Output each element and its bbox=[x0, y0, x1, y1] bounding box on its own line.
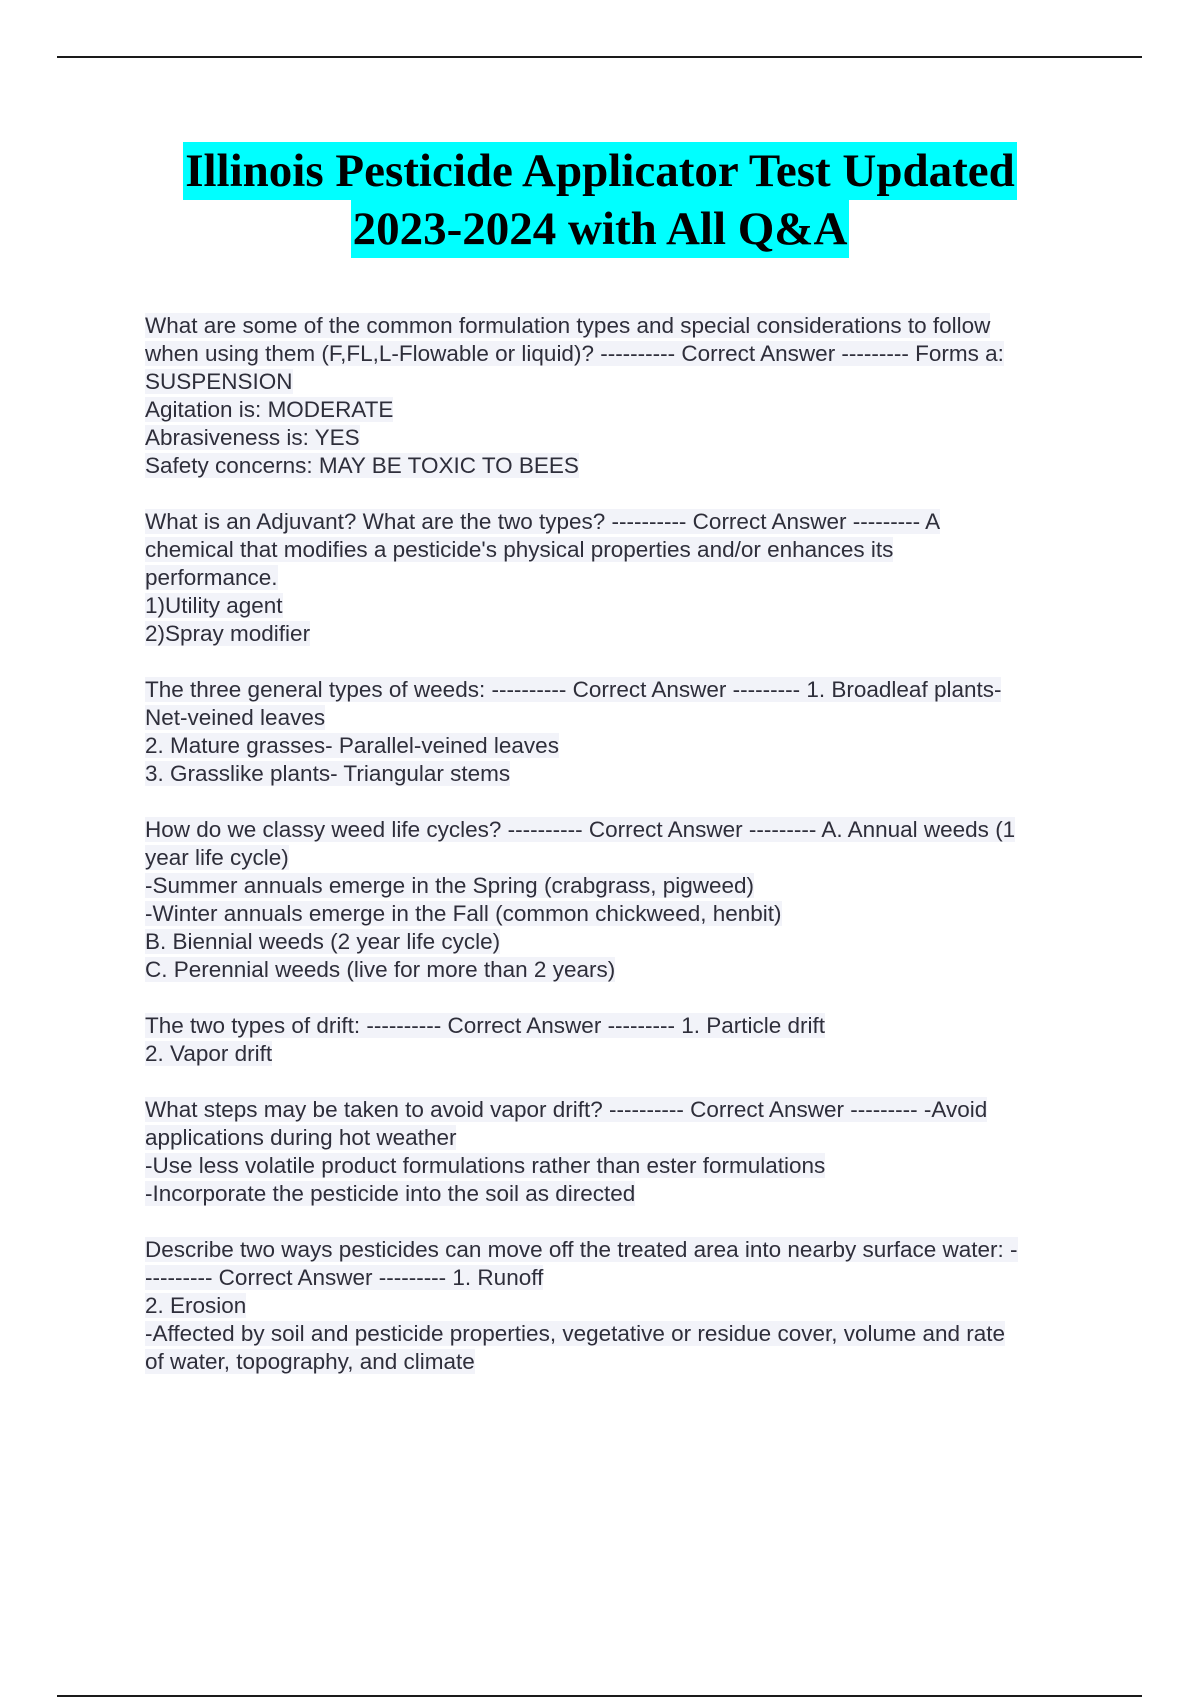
qa-list bbox=[145, 312, 1085, 1404]
qa-text: B. Biennial weeds (2 year life cycle) bbox=[145, 929, 501, 954]
qa-line bbox=[145, 872, 1085, 900]
qa-line bbox=[145, 368, 1085, 396]
qa-text: performance. bbox=[145, 565, 278, 590]
qa-line bbox=[145, 1264, 1085, 1292]
qa-text: 2. Vapor drift bbox=[145, 1041, 273, 1066]
qa-text: Agitation is: MODERATE bbox=[145, 397, 394, 422]
qa-text: 2. Mature grasses- Parallel-veined leaves bbox=[145, 733, 559, 758]
qa-line bbox=[145, 536, 1085, 564]
qa-line bbox=[145, 900, 1085, 928]
title-line-2: 2023-2024 with All Q&A bbox=[351, 200, 850, 258]
qa-text: -Use less volatile product formulations rather than ester formulations bbox=[145, 1153, 826, 1178]
qa-text: The two types of drift: ---------- Correct Answer --------- 1. Particle drift bbox=[145, 1013, 826, 1038]
qa-line bbox=[145, 816, 1085, 844]
qa-line bbox=[145, 704, 1085, 732]
qa-item-vapor-drift bbox=[145, 1096, 1085, 1208]
qa-line bbox=[145, 592, 1085, 620]
qa-text: applications during hot weather bbox=[145, 1125, 457, 1150]
qa-text: What are some of the common formulation types and special considerations to follow bbox=[145, 313, 991, 338]
qa-line bbox=[145, 676, 1085, 704]
qa-text: -Affected by soil and pesticide properties, vegetative or residue cover, volume and rate bbox=[145, 1321, 1006, 1346]
qa-text: 2. Erosion bbox=[145, 1293, 247, 1318]
qa-line bbox=[145, 1236, 1085, 1264]
qa-line bbox=[145, 396, 1085, 424]
qa-text: -Summer annuals emerge in the Spring (crabgrass, pigweed) bbox=[145, 873, 755, 898]
qa-item-adjuvant bbox=[145, 508, 1085, 648]
qa-line bbox=[145, 732, 1085, 760]
qa-line bbox=[145, 452, 1085, 480]
qa-text: 3. Grasslike plants- Triangular stems bbox=[145, 761, 511, 786]
qa-text: 1)Utility agent bbox=[145, 593, 283, 618]
qa-text: of water, topography, and climate bbox=[145, 1349, 475, 1374]
qa-text: What steps may be taken to avoid vapor drift? ---------- Correct Answer --------- -Avoid bbox=[145, 1097, 988, 1122]
qa-text: when using them (F,FL,L-Flowable or liquid)? ---------- Correct Answer --------- Forms a: bbox=[145, 341, 1004, 366]
qa-item-surface-water bbox=[145, 1236, 1085, 1376]
qa-text: --------- Correct Answer --------- 1. Runoff bbox=[145, 1265, 544, 1290]
qa-line bbox=[145, 620, 1085, 648]
qa-text: chemical that modifies a pesticide's physical properties and/or enhances its bbox=[145, 537, 894, 562]
qa-line bbox=[145, 340, 1085, 368]
qa-item-formulation-types bbox=[145, 312, 1085, 480]
qa-line bbox=[145, 928, 1085, 956]
qa-line bbox=[145, 1012, 1085, 1040]
qa-line bbox=[145, 1180, 1085, 1208]
qa-text: -Winter annuals emerge in the Fall (common chickweed, henbit) bbox=[145, 901, 782, 926]
qa-text: C. Perennial weeds (live for more than 2 years) bbox=[145, 957, 616, 982]
title-line-1: Illinois Pesticide Applicator Test Updated bbox=[183, 142, 1017, 200]
qa-text: 2)Spray modifier bbox=[145, 621, 311, 646]
qa-text: -Incorporate the pesticide into the soil as directed bbox=[145, 1181, 636, 1206]
qa-line bbox=[145, 508, 1085, 536]
qa-text: year life cycle) bbox=[145, 845, 289, 870]
qa-line bbox=[145, 1320, 1085, 1348]
qa-text: Safety concerns: MAY BE TOXIC TO BEES bbox=[145, 453, 579, 478]
qa-text: Describe two ways pesticides can move off the treated area into nearby surface water: - bbox=[145, 1237, 1018, 1262]
qa-text: The three general types of weeds: ---------- Correct Answer --------- 1. Broadleaf plants- bbox=[145, 677, 1002, 702]
qa-line bbox=[145, 424, 1085, 452]
qa-item-drift-types bbox=[145, 1012, 1085, 1068]
qa-text: Abrasiveness is: YES bbox=[145, 425, 360, 450]
qa-line bbox=[145, 1124, 1085, 1152]
qa-text: SUSPENSION bbox=[145, 369, 293, 394]
qa-line bbox=[145, 1152, 1085, 1180]
qa-line bbox=[145, 564, 1085, 592]
qa-line bbox=[145, 1096, 1085, 1124]
qa-text: What is an Adjuvant? What are the two types? ---------- Correct Answer --------- A bbox=[145, 509, 941, 534]
qa-line bbox=[145, 1348, 1085, 1376]
qa-text: How do we classy weed life cycles? ---------- Correct Answer --------- A. Annual weeds (1 bbox=[145, 817, 1016, 842]
bottom-rule bbox=[57, 1695, 1142, 1697]
document-title bbox=[0, 142, 1200, 258]
qa-text: Net-veined leaves bbox=[145, 705, 326, 730]
qa-item-weed-types bbox=[145, 676, 1085, 788]
qa-line bbox=[145, 1040, 1085, 1068]
qa-line bbox=[145, 312, 1085, 340]
top-rule bbox=[57, 56, 1142, 58]
qa-line bbox=[145, 1292, 1085, 1320]
qa-item-weed-life-cycles bbox=[145, 816, 1085, 984]
qa-line bbox=[145, 844, 1085, 872]
qa-line bbox=[145, 956, 1085, 984]
qa-line bbox=[145, 760, 1085, 788]
